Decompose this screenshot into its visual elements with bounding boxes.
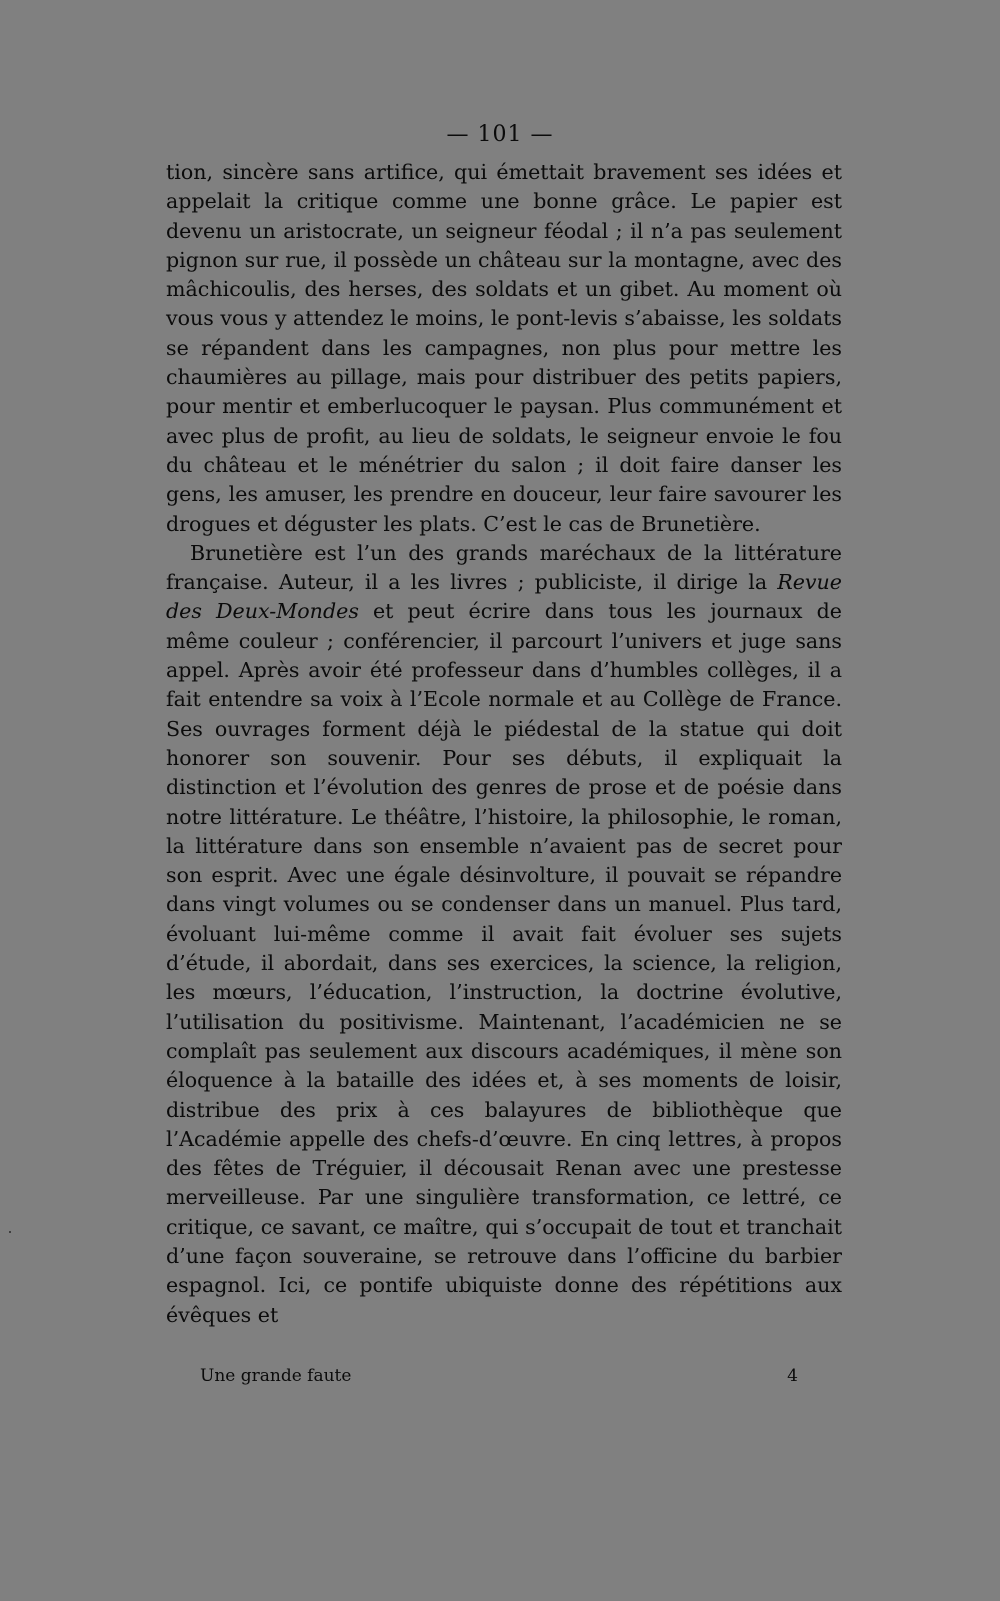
paragraph-1: tion, sincère sans artifice, qui émettait bravement ses idées et appelait la critique comme une bonne grâce. Le papier est devenu un aristocrate, un seigneur féodal ; il n’a pas seulement pignon sur rue, il possède un château sur la montagne, avec des mâchicoulis, des herses, des soldats et un gibet. Au moment où vous vous y attendez le moins, le pont-levis s’abaisse, les soldats se répandent dans les campagnes, non plus pour mettre les chaumières au pillage, mais pour distribuer des petits papiers, pour mentir et emberlucoquer le paysan. Plus communément et avec plus de profit, au lieu de soldats, le seigneur envoie le fou du château et le ménétrier du salon ; il doit faire danser les gens, les amuser, les prendre en douceur, leur faire savourer les drogues et déguster les plats. C’est le cas de Brunetière. [166,160,842,536]
signature-title: Une grande faute [200,1366,352,1386]
paragraph-2-start: Brunetière est l’un des grands maréchaux de la littérature française. Auteur, il a les livres ; publiciste, il dirige la [166,540,842,595]
page-footer [200,1366,798,1386]
stray-ink-dot [9,1231,11,1233]
body-text [166,158,842,1330]
paragraph-2 [166,539,842,1330]
signature-number: 4 [787,1366,798,1386]
page-number-header: — 101 — [446,122,554,147]
journal-title-italic: Revue des Deux-Mondes [166,570,842,624]
paragraph-2-rest: et peut écrire dans tous les journaux de même couleur ; conférencier, il parcourt l’univers et juge sans appel. Après avoir été professeur dans d’humbles collèges, il a fait entendre sa voix à l’Ecole normale et au Collège de France. Ses ouvrages forment déjà le piédestal de la statue qui doit honorer son souvenir. Pour ses débuts, il expliquait la distinction et l’évolution des genres de prose et de poésie dans notre littérature. Le théâtre, l’histoire, la philosophie, le roman, la littérature dans son ensemble n’avaient pas de secret pour son esprit. Avec une égale désinvolture, il pouvait se répandre dans vingt volumes ou se condenser dans un manuel. Plus tard, évoluant lui-même comme il avait fait évoluer ses sujets d’étude, il abordait, dans ses exercices, la science, la religion, les mœurs, l’éducation, l’instruction, la doctrine évolutive, l’utilisation du positivisme. Maintenant, l’académicien ne se complaît pas seulement aux discours académiques, il mène son éloquence à la bataille des idées et, à ses moments de loisir, distribue des prix à ces balayures de bibliothèque que l’Académie appelle des chefs-d’œuvre. En cinq lettres, à propos des fêtes de Tréguier, il décousait Renan avec une prestesse merveilleuse. Par une singulière transformation, ce lettré, ce critique, ce savant, ce maître, qui s’occupait de tout et tranchait d’une façon souveraine, se retrouve dans l’officine du barbier espagnol. Ici, ce pontife ubiquiste donne des répétitions aux évêques et [166,599,842,1327]
